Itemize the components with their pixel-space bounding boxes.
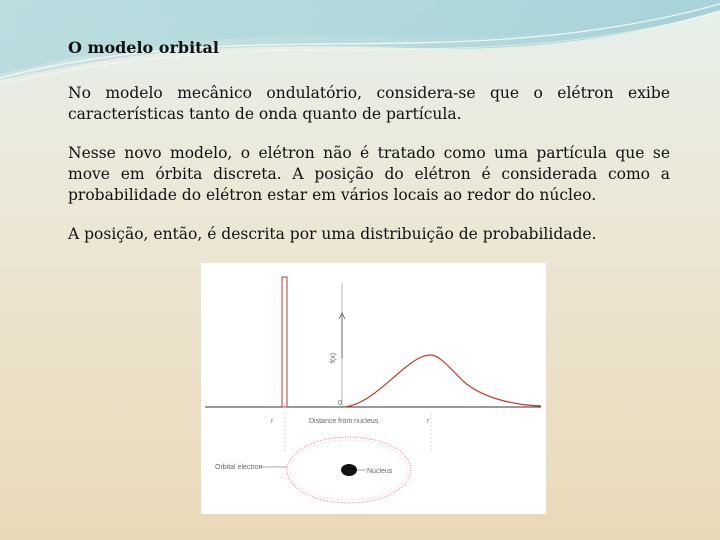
slide-title: O modelo orbital [68, 38, 219, 57]
x-axis-label: Distance from nucleus [309, 418, 379, 425]
y-axis-label: f(x) [330, 352, 337, 363]
bohr-spike [282, 277, 287, 407]
slide-content [68, 38, 670, 263]
paragraph-2: Nesse novo modelo, o elétron não é tratado como uma partícula que se move em órbita discreta. A posição do elétron é considerada como a probabilidade do elétron estar em vários locais ao redor do núcleo. [68, 144, 670, 204]
origin-label: 0 [338, 400, 342, 407]
paragraph-3: A posição, então, é descrita por uma distribuição de probabilidade. [68, 225, 597, 243]
tick-right: r [427, 418, 430, 425]
orbital-electron-label: Orbital electron [215, 464, 263, 471]
nucleus [341, 464, 357, 476]
orbital-diagram [201, 263, 546, 514]
paragraph-1: No modelo mecânico ondulatório, considera-se que o elétron exibe características tanto de onda quanto de partícula. [68, 84, 670, 123]
nucleus-label: Nucleus [367, 468, 393, 475]
probability-curve [344, 355, 541, 407]
orbital-diagram-svg [201, 263, 546, 514]
tick-left: r [271, 418, 274, 425]
